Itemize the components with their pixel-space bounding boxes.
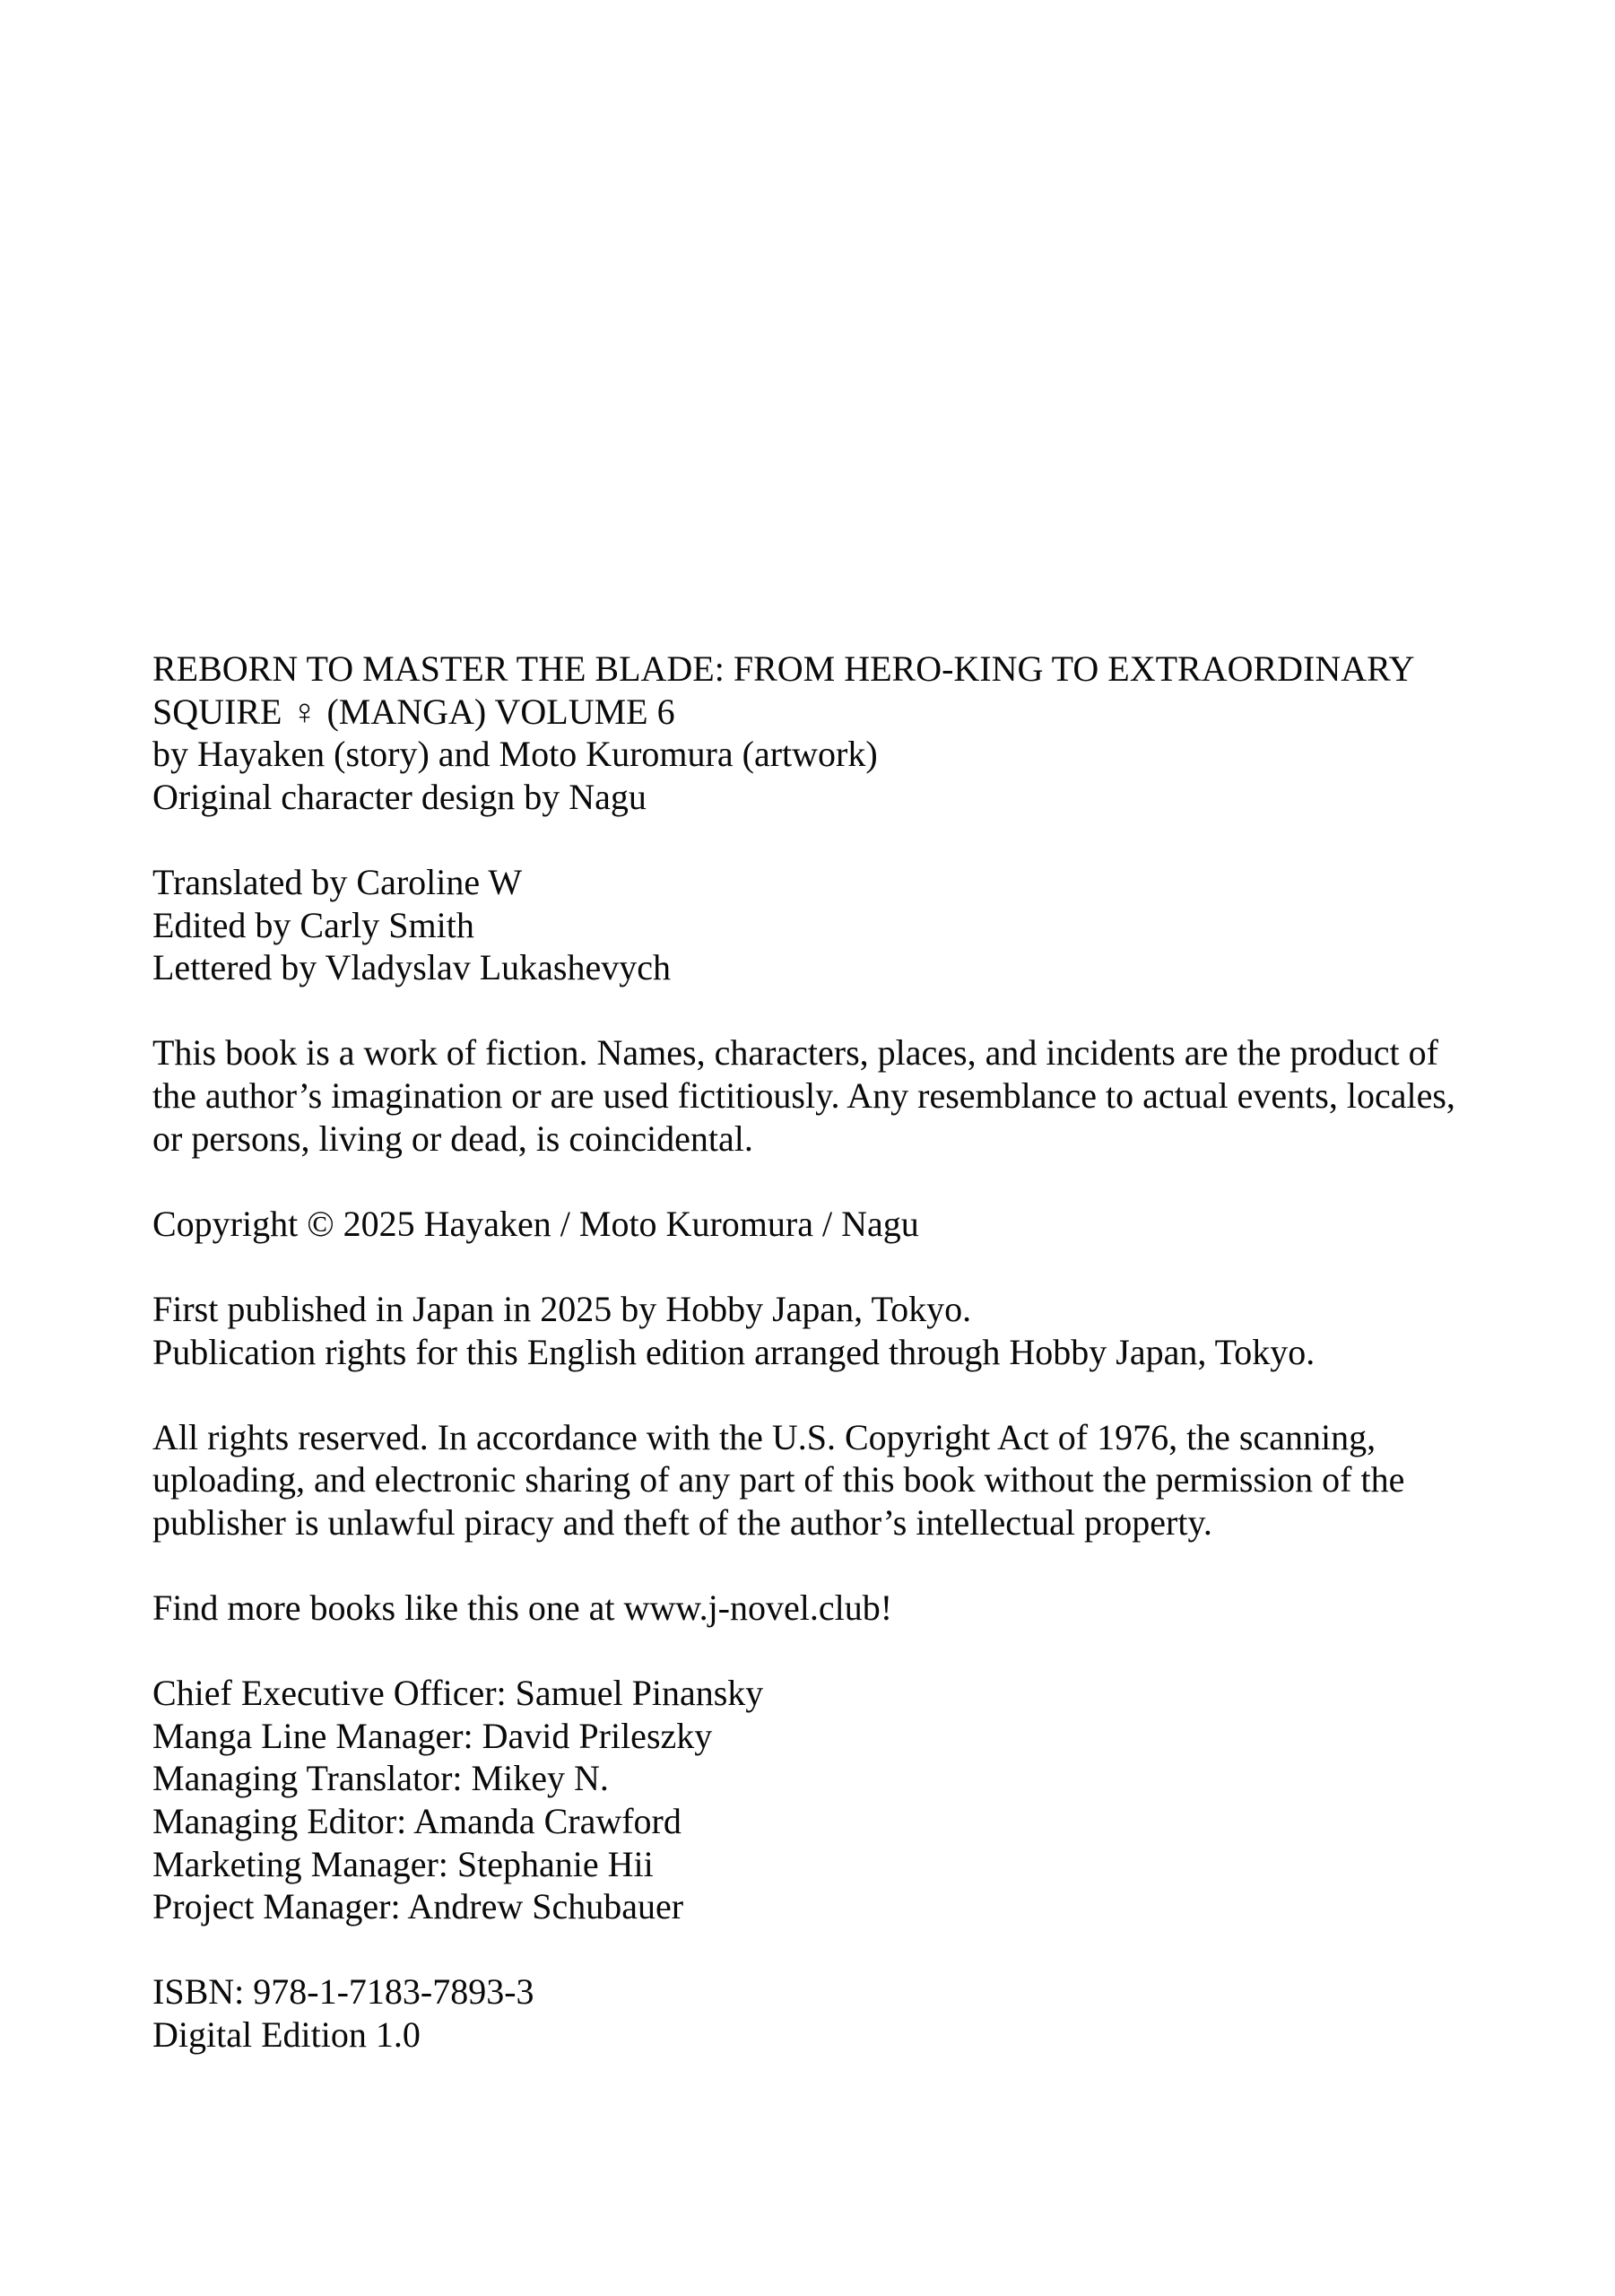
fiction-disclaimer-line-3: or persons, living or dead, is coincidental. [152,1118,753,1159]
project-manager-credit: Project Manager: Andrew Schubauer [152,1886,684,1927]
edition-line: Digital Edition 1.0 [152,2014,421,2055]
publication-line-2: Publication rights for this English edition arranged through Hobby Japan, Tokyo. [152,1331,1315,1372]
copyright-notice [152,1203,1480,1246]
managing-translator-credit: Managing Translator: Mikey N. [152,1758,609,1799]
promo-line: Find more books like this one at www.j-novel.club! [152,1587,893,1629]
translator-credit: Translated by Caroline W [152,861,523,902]
book-title-line-1: REBORN TO MASTER THE BLADE: FROM HERO-KING TO EXTRAORDINARY [152,648,1415,689]
ceo-credit: Chief Executive Officer: Samuel Pinansky [152,1673,764,1714]
rights-notice-line-3: publisher is unlawful piracy and theft of the author’s intellectual property. [152,1501,1212,1543]
copyright-line: Copyright © 2025 Hayaken / Moto Kuromura / Nagu [152,1203,919,1244]
fiction-disclaimer [152,1031,1480,1160]
manga-line-manager-credit: Manga Line Manager: David Prileszky [152,1715,713,1756]
rights-notice-line-2: uploading, and electronic sharing of any part of this book without the permission of the [152,1459,1405,1500]
title-block [152,648,1480,818]
letterer-credit: Lettered by Vladyslav Lukashevych [152,947,671,988]
book-title-line-2: SQUIRE ♀ (MANGA) VOLUME 6 [152,691,675,732]
isbn-line: ISBN: 978-1-7183-7893-3 [152,1971,534,2013]
managing-editor-credit: Managing Editor: Amanda Crawford [152,1801,682,1842]
marketing-manager-credit: Marketing Manager: Stephanie Hii [152,1843,654,1884]
byline: by Hayaken (story) and Moto Kuromura (artwork) [152,734,878,775]
promo [152,1587,1480,1630]
editor-credit: Edited by Carly Smith [152,904,474,945]
localization-credits [152,861,1480,989]
rights-notice [152,1416,1480,1544]
rights-notice-line-1: All rights reserved. In accordance with the U.S. Copyright Act of 1976, the scanning, [152,1416,1376,1457]
character-design-credit: Original character design by Nagu [152,776,647,817]
publication-line-1: First published in Japan in 2025 by Hobby Japan, Tokyo. [152,1288,972,1329]
colophon-text-block [152,648,1480,2057]
staff-credits [152,1672,1480,1928]
publication-info [152,1288,1480,1373]
fiction-disclaimer-line-1: This book is a work of fiction. Names, characters, places, and incidents are the product of [152,1032,1438,1074]
fiction-disclaimer-line-2: the author’s imagination or are used fictitiously. Any resemblance to actual events, locales, [152,1074,1455,1116]
edition-info [152,1970,1480,2056]
